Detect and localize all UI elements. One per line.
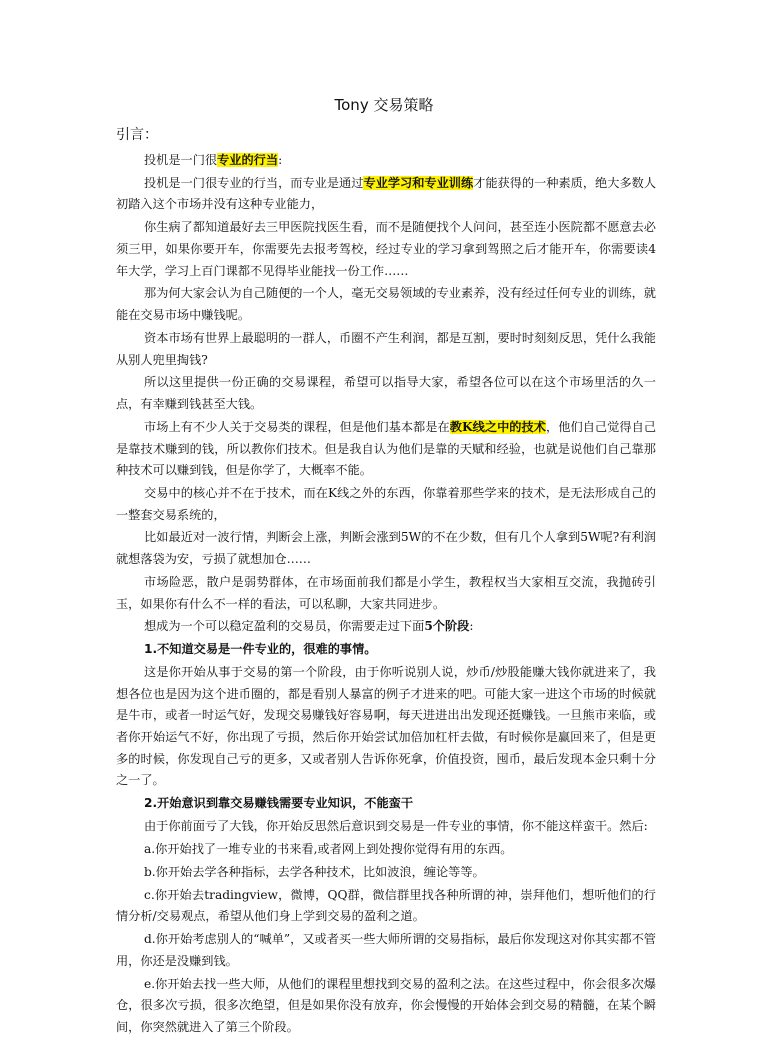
text: 市场上有不少人关于交易类的课程，但是他们基本都是在 <box>144 419 450 434</box>
paragraph: 资本市场有世界上最聪明的一群人，币圈不产生利润，都是互割，要时时刻刻反思，凭什么我能从别人兜里掏钱? <box>116 330 656 367</box>
paragraph <box>116 417 656 482</box>
highlighted-text: 专业学习和专业训练 <box>363 175 474 190</box>
list-item: b.你开始去学各种指标，去学各种技术，比如波浪，缠论等等。 <box>144 864 485 879</box>
paragraph: 你生病了都知道最好去三甲医院找医生看，而不是随便找个人问问，甚至连小医院都不愿意去必须三甲，如果你要开车，你需要先去报考驾校，经过专业的学习拿到驾照之后才能开车，你需要读4年大学，学习上百门课都不见得毕业能找一份工作…… <box>116 220 656 278</box>
paragraph: 市场险恶，散户是弱势群体，在市场面前我们都是小学生，教程权当大家相互交流，我抛砖引玉，如果你有什么不一样的看法，可以私聊，大家共同进步。 <box>116 574 656 611</box>
highlighted-text: 专业的行当 <box>217 153 279 167</box>
text: 才能获得的一种素质，绝大多数人初踏入这个市场并没有这种专业能力， <box>116 175 657 212</box>
list-item: e.你开始去找一些大师，从他们的课程里想找到交易的盈利之法。在这些过程中，你会很多次爆仓，很多次亏损，很多次绝望，但是如果你没有放弃，你会慢慢的开始体会到交易的精髓，在某个瞬间，你突然就进入了第三个阶段。 <box>116 976 656 1034</box>
text: ，他们自己觉得自己是靠技术赚到的钱，所以教你们技术。但是我自认为他们是靠的天赋和经验，也就是说他们自己靠那种技术可以赚到钱，但是你学了，大概率不能。 <box>116 419 657 478</box>
text: 投机是一门很 <box>144 153 218 167</box>
intro-heading: 引言： <box>116 127 158 143</box>
text: 投机是一门很专业的行当，而专业是通过 <box>144 175 364 190</box>
bold-text: 5个阶段 <box>424 619 470 634</box>
section-heading: 1.不知道交易是一件专业的，很难的事情。 <box>144 642 377 657</box>
paragraph <box>116 173 656 216</box>
paragraph: 交易中的核心并不在于技术，而在K线之外的东西，你靠着那些学来的技术，是无法形成自己的一整套交易系统的， <box>116 485 656 522</box>
section-heading: 2.开始意识到靠交易赚钱需要专业知识，不能蛮干 <box>144 796 414 811</box>
list-item: c.你开始去tradingview，微博，QQ群，微信群里找各种所谓的神，崇拜他们，想听他们的行情分析/交易观点，希望从他们身上学到交易的盈利之道。 <box>116 887 656 924</box>
document-body <box>116 150 656 1040</box>
text: : <box>278 153 283 167</box>
list-item: d.你开始考虑别人的“喊单”，又或者买一些大师所谓的交易指标，最后你发现这对你其实都不管用，你还是没赚到钱。 <box>116 932 656 968</box>
text: : <box>469 619 474 634</box>
paragraph: 由于你前面亏了大钱，你开始反思然后意识到交易是一件专业的事情，你不能这样蛮干。然后: <box>144 818 648 833</box>
paragraph: 所以这里提供一份正确的交易课程，希望可以指导大家，希望各位可以在这个市场里活的久一点，有幸赚到钱甚至大钱。 <box>116 375 656 412</box>
highlighted-text: 教K线之中的技术 <box>449 419 546 434</box>
paragraph: 比如最近对一波行情，判断会上涨，判断会涨到5W的不在少数，但有几个人拿到5W呢?有利润就想落袋为安，亏损了就想加仓…… <box>116 530 656 567</box>
text: 想成为一个可以稳定盈利的交易员，你需要走过下面 <box>144 619 425 634</box>
paragraph: 那为何大家会认为自己随便的一个人，毫无交易领域的专业素养，没有经过任何专业的训练，就能在交易市场中赚钱呢。 <box>116 286 656 323</box>
paragraph <box>116 150 656 172</box>
paragraph <box>116 616 656 638</box>
paragraph: 这是你开始从事于交易的第一个阶段，由于你听说别人说，炒币/炒股能赚大钱你就进来了，我想各位也是因为这个进币圈的，都是看别人暴富的例子才进来的吧。可能大家一进这个市场的时候就是牛市，或者一时运气好，发现交易赚钱好容易啊，每天进进出出发现还挺赚钱。一旦熊市来临，或者你开始运气不好，你出现了亏损，然后你开始尝试加倍加杠杆去做，有时候你是赢回来了，但是更多的时候，你发现自己亏的更多，又或者别人告诉你死拿，价值投资，囤币，最后发现本金只剩十分之一了。 <box>116 665 656 788</box>
list-item: a.你开始找了一堆专业的书来看,或者网上到处搜你觉得有用的东西。 <box>144 841 513 856</box>
page-title: Tony 交易策略 <box>334 96 434 114</box>
